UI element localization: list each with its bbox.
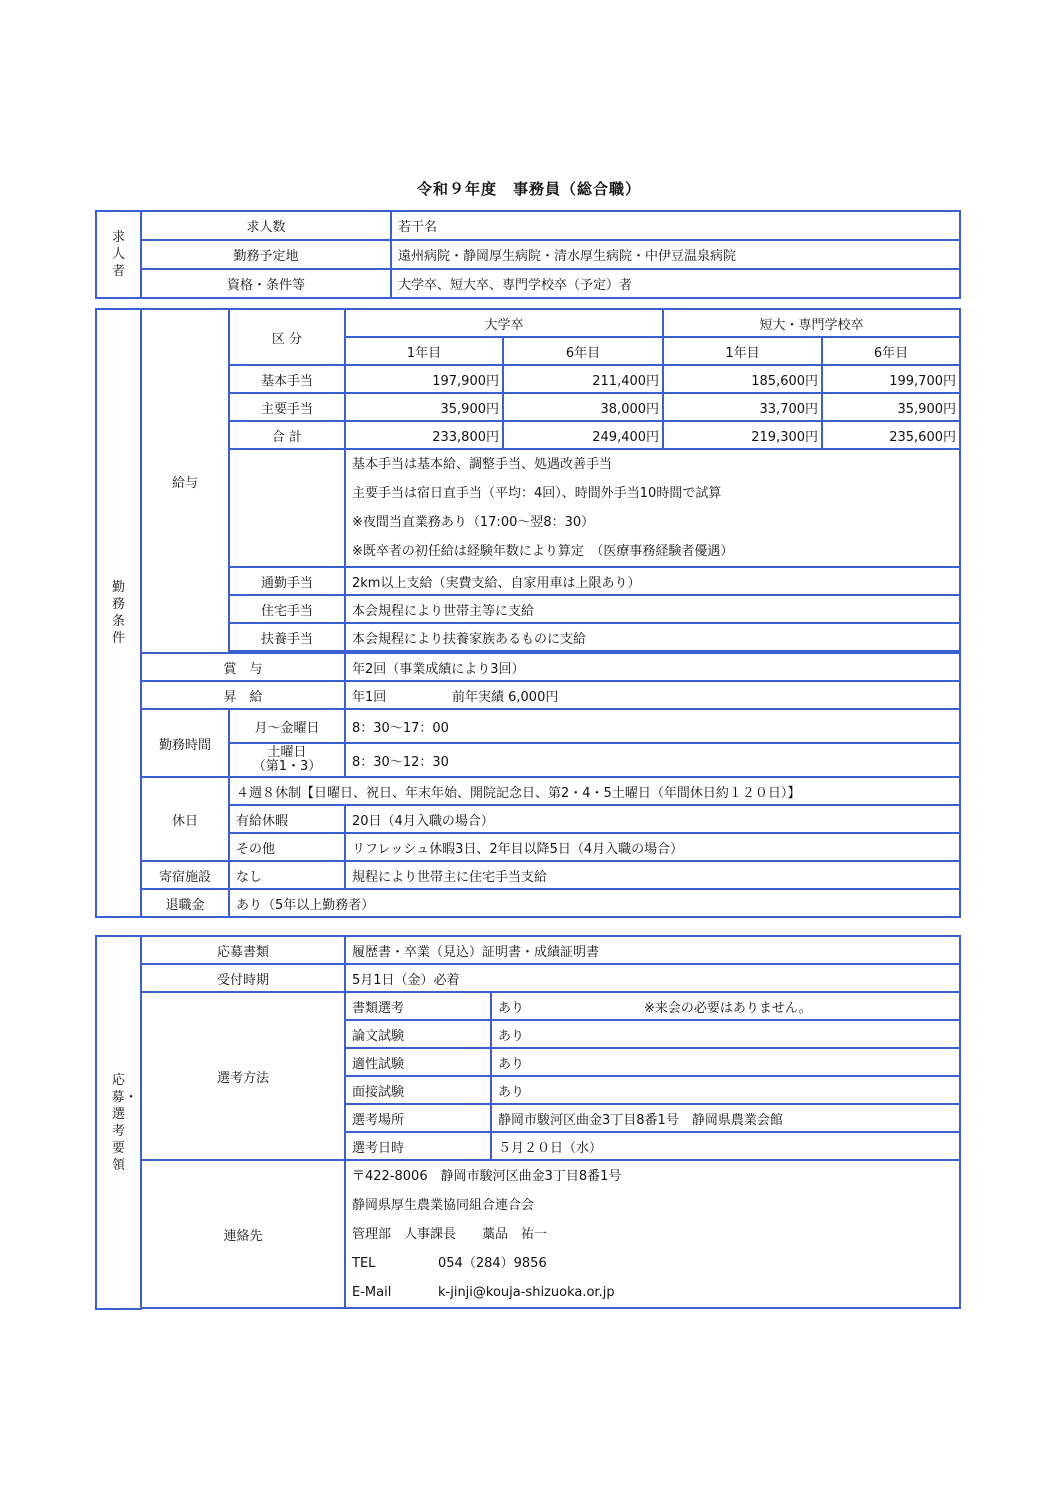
- commute-allowance-value: 2km以上支給（実費支給、自家用車は上限あり）: [345, 567, 960, 595]
- selection-item-value: あり ※来会の必要はありません。: [491, 992, 960, 1020]
- selection-item-value: 静岡市駿河区曲金3丁目8番1号 静岡県農業会館: [491, 1104, 960, 1132]
- salary-cell: 185,600円: [663, 365, 822, 393]
- salary-note: 基本手当は基本給、調整手当、処遇改善手当: [352, 457, 613, 472]
- saturday-hours: 8：30～12：30: [345, 743, 960, 777]
- year-header: 1年目: [345, 337, 503, 365]
- year-header: 6年目: [822, 337, 960, 365]
- raise-text: 年1回: [352, 689, 387, 705]
- selection-item-label: 適性試験: [345, 1048, 491, 1076]
- selection-item-value: あり: [491, 1048, 960, 1076]
- salary-cell: 35,900円: [345, 393, 503, 421]
- raise-label: 昇 給: [141, 681, 345, 709]
- dorm-value: なし: [229, 861, 345, 889]
- selection-item-label: 面接試験: [345, 1076, 491, 1104]
- tel-label: TEL: [352, 1255, 376, 1271]
- salary-note: 主要手当は宿日直手当（平均：4回）、時間外手当10時間で試算: [352, 486, 722, 501]
- raise-note: 前年実績 6,000円: [452, 689, 559, 705]
- selection-label: 選考方法: [141, 992, 345, 1160]
- weekday-hours: 8：30～17：00: [345, 709, 960, 743]
- contact-tel: [352, 1249, 953, 1278]
- mail-address: k-jinji@kouja-shizuoka.or.jp: [438, 1284, 615, 1300]
- documents-label: 応募書類: [141, 936, 345, 964]
- salary-row-label: 主要手当: [229, 393, 345, 421]
- selection-item-label: 書類選考: [345, 992, 491, 1020]
- other-leave-value: リフレッシュ休暇3日、2年目以降5日（4月入職の場合）: [345, 833, 960, 861]
- contact-address: 〒422-8006 静岡市駿河区曲金3丁目8番1号: [352, 1168, 622, 1184]
- paid-leave-value: 20日（4月入職の場合）: [345, 805, 960, 833]
- salary-cell: 249,400円: [503, 421, 663, 449]
- selection-item-value: ５月２０日（水）: [491, 1132, 960, 1160]
- housing-allowance-label: 住宅手当: [229, 595, 345, 623]
- salary-cell: 219,300円: [663, 421, 822, 449]
- salary-cell: 197,900円: [345, 365, 503, 393]
- college-header: 短大・専門学校卒: [663, 309, 960, 337]
- family-allowance-value: 本会規程により扶養家族あるものに支給: [345, 623, 960, 651]
- contact-dept: 管理部 人事課長 藁品 祐一: [352, 1226, 548, 1242]
- hours-label: 勤務時間: [141, 709, 229, 777]
- salary-cell: 235,600円: [822, 421, 960, 449]
- dorm-note: 規程により世帯主に住宅手当支給: [345, 861, 960, 889]
- bonus-label: 賞 与: [141, 653, 345, 681]
- documents-value: 履歴書・卒業（見込）証明書・成績証明書: [345, 936, 960, 964]
- paid-leave-label: 有給休暇: [229, 805, 345, 833]
- kubun-header: 区 分: [229, 309, 345, 365]
- conditions-side-label: 勤務条件: [96, 309, 141, 917]
- commute-allowance-label: 通勤手当: [229, 567, 345, 595]
- conditions-table: [95, 308, 961, 918]
- deadline-label: 受付時期: [141, 964, 345, 992]
- application-table: [95, 935, 961, 1310]
- weekday-label: 月～金曜日: [229, 709, 345, 743]
- salary-cell: 199,700円: [822, 365, 960, 393]
- family-allowance-label: 扶養手当: [229, 623, 345, 651]
- salary-row-label: 合 計: [229, 421, 345, 449]
- year-header: 1年目: [663, 337, 822, 365]
- salary-cell: 35,900円: [822, 393, 960, 421]
- salary-cell: 233,800円: [345, 421, 503, 449]
- holiday-main: ４週８休制【日曜日、祝日、年末年始、開院記念日、第2・4・5土曜日（年間休日約１２０日）】: [229, 777, 960, 805]
- workplace-value: 遠州病院・静岡厚生病院・清水厚生病院・中伊豆温泉病院: [391, 240, 960, 269]
- contact-label: 連絡先: [141, 1160, 345, 1308]
- selection-item-label: 選考場所: [345, 1104, 491, 1132]
- holiday-label: 休日: [141, 777, 229, 861]
- year-header: 6年目: [503, 337, 663, 365]
- salary-cell: 38,000円: [503, 393, 663, 421]
- saturday-label: 土曜日 （第1・3）: [229, 743, 345, 777]
- recruiter-side-label: 求人者: [96, 211, 141, 298]
- salary-cell: 211,400円: [503, 365, 663, 393]
- bonus-value: 年2回（事業成績により3回）: [345, 653, 960, 681]
- application-side-label: 応募・選考要領: [96, 936, 141, 1309]
- retirement-label: 退職金: [141, 889, 229, 917]
- salary-cell: 33,700円: [663, 393, 822, 421]
- salary-row-label: 基本手当: [229, 365, 345, 393]
- contact-org: 静岡県厚生農業協同組合連合会: [352, 1197, 535, 1213]
- qualification-label: 資格・条件等: [141, 269, 391, 298]
- contact-block: [345, 1160, 960, 1308]
- headcount-value: 若干名: [391, 211, 960, 240]
- selection-item-value: あり: [491, 1020, 960, 1048]
- selection-note: ※来会の必要はありません。: [644, 1000, 812, 1016]
- page-title: 令和９年度 事務員（総合職）: [416, 180, 641, 198]
- notes-blank-cell: [229, 449, 345, 567]
- mail-label: E-Mail: [352, 1284, 392, 1300]
- retirement-value: あり（5年以上勤務者）: [229, 889, 960, 917]
- qualification-value: 大学卒、短大卒、専門学校卒（予定）者: [391, 269, 960, 298]
- recruiter-table: [95, 210, 961, 299]
- salary-note: ※夜間当直業務あり（17:00～翌8：30）: [352, 515, 595, 530]
- salary-notes: [345, 449, 960, 567]
- dorm-label: 寄宿施設: [141, 861, 229, 889]
- selection-item-label: 論文試験: [345, 1020, 491, 1048]
- other-leave-label: その他: [229, 833, 345, 861]
- selection-item-label: 選考日時: [345, 1132, 491, 1160]
- salary-label: 給与: [141, 309, 229, 653]
- tel-number: 054（284）9856: [438, 1255, 547, 1271]
- raise-value: [345, 681, 960, 709]
- workplace-label: 勤務予定地: [141, 240, 391, 269]
- salary-note: ※既卒者の初任給は経験年数により算定 （医療事務経験者優遇）: [352, 544, 734, 559]
- univ-header: 大学卒: [345, 309, 663, 337]
- housing-allowance-value: 本会規程により世帯主等に支給: [345, 595, 960, 623]
- headcount-label: 求人数: [141, 211, 391, 240]
- contact-mail: [352, 1278, 953, 1307]
- deadline-value: 5月1日（金）必着: [345, 964, 960, 992]
- selection-item-value: あり: [491, 1076, 960, 1104]
